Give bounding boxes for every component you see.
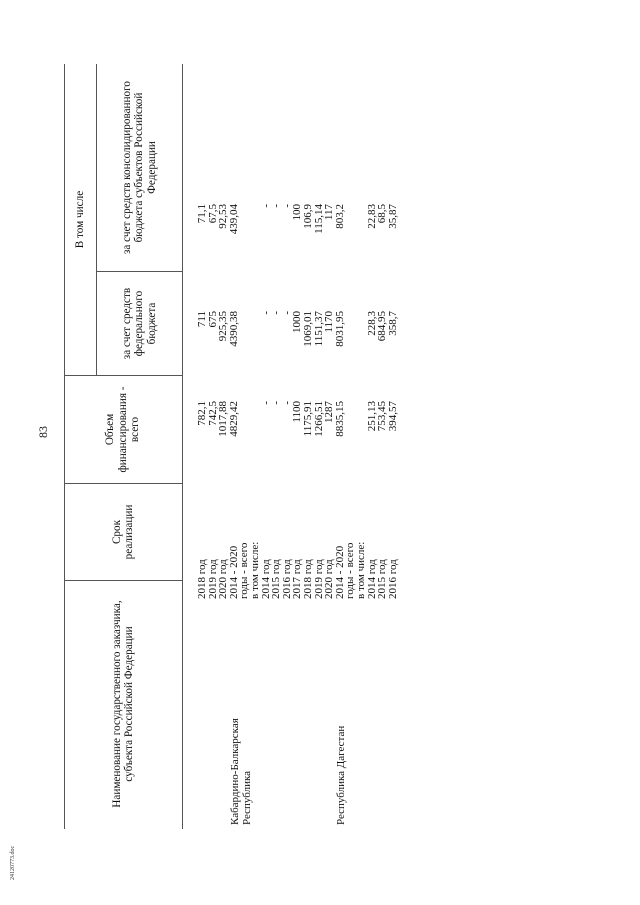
row-period: 2014 - 2020 <box>227 545 240 599</box>
header-total: Объем финансирования - всего <box>104 386 142 473</box>
row-federal: - <box>259 311 272 315</box>
row-total: 782,1 <box>196 401 208 426</box>
row-period: годы - всего <box>344 542 357 599</box>
row-regional: - <box>280 204 293 208</box>
header-including: В том числе <box>73 190 86 249</box>
row-federal: 358,7 <box>386 311 399 336</box>
row-regional: 68,5 <box>376 204 389 224</box>
header-bottom-border <box>182 64 183 829</box>
row-period: 2020 год <box>217 559 230 599</box>
row-federal: 1069,01 <box>302 311 314 347</box>
table-row <box>197 64 208 829</box>
row-regional: 803,2 <box>333 204 346 229</box>
row-period: годы - всего <box>238 542 251 599</box>
row-total: - <box>280 401 293 405</box>
table-row <box>335 64 346 829</box>
row-regional: 35,87 <box>386 204 399 229</box>
row-total: 1287 <box>323 401 336 423</box>
row-federal: 4390,38 <box>227 311 240 347</box>
row-period: 2018 год <box>196 559 208 599</box>
row-federal: 1000 <box>291 311 304 333</box>
row-federal: - <box>270 311 283 315</box>
row-total: 251,13 <box>365 401 378 432</box>
row-period: 2014 год <box>365 559 378 599</box>
row-period: 2017 год <box>291 559 304 599</box>
table-row <box>356 64 367 829</box>
table-row <box>261 64 272 829</box>
row-regional: 115,14 <box>312 204 325 234</box>
row-period: 2020 год <box>323 559 336 599</box>
row-regional: 22,83 <box>365 204 378 229</box>
row-period: 2014 год <box>259 559 272 599</box>
page-number: 83 <box>36 426 50 438</box>
table-row <box>282 64 293 829</box>
row-total: 753,45 <box>376 401 389 432</box>
row-period: 2016 год <box>280 559 293 599</box>
table-row <box>324 64 335 829</box>
table-row <box>218 64 229 829</box>
table-row <box>388 64 399 829</box>
table-row <box>303 64 314 829</box>
row-total: 742,5 <box>206 401 219 426</box>
row-regional: 117 <box>323 204 336 221</box>
row-period: в том числе: <box>249 541 261 599</box>
row-period: 2016 год <box>386 559 399 599</box>
table-row <box>367 64 378 829</box>
row-total: 1100 <box>291 401 304 423</box>
row-total: - <box>259 401 272 405</box>
header-divider-name <box>64 580 182 581</box>
row-regional: - <box>270 204 283 208</box>
header-period: Срок реализации <box>110 504 135 560</box>
row-period: в том числе: <box>355 541 367 599</box>
row-total: 1017,88 <box>217 401 230 437</box>
row-federal: 1170 <box>323 311 336 333</box>
financing-table <box>64 64 589 829</box>
table-row <box>377 64 388 829</box>
row-total: 4829,42 <box>227 401 240 437</box>
row-period: 2019 год <box>206 559 219 599</box>
row-federal: - <box>280 311 293 315</box>
row-name: Кабардино-Балкарская Республика <box>228 718 254 825</box>
table-row <box>345 64 356 829</box>
row-period: 2015 год <box>376 559 389 599</box>
row-total: 1175,91 <box>302 401 314 437</box>
row-regional: 106,9 <box>302 204 314 229</box>
row-period: 2015 год <box>270 559 283 599</box>
document-id: 24120773.doc <box>10 845 16 880</box>
row-federal: 711 <box>196 311 208 328</box>
row-regional: 67,5 <box>206 204 219 224</box>
row-total: - <box>270 401 283 405</box>
row-federal: 1151,37 <box>312 311 325 347</box>
header-regional: за счет средств консолидированного бюджета субъектов Российской Федерации <box>120 80 158 255</box>
table-row <box>292 64 303 829</box>
table-row <box>314 64 325 829</box>
row-period: 2014 - 2020 <box>333 545 346 599</box>
row-name: Республика Дагестан <box>334 725 347 825</box>
row-period: 2018 год <box>302 559 314 599</box>
row-federal: 228,3 <box>365 311 378 336</box>
row-federal: 8031,95 <box>333 311 346 347</box>
row-period: 2019 год <box>312 559 325 599</box>
row-federal: 684,95 <box>376 311 389 342</box>
row-total: 8835,15 <box>333 401 346 437</box>
table-row <box>250 64 261 829</box>
row-regional: - <box>259 204 272 208</box>
header-name: Наименование государственного заказчика, субъекта Российской Федерации <box>110 600 135 808</box>
row-federal: 925,35 <box>217 311 230 342</box>
row-total: 394,57 <box>386 401 399 432</box>
row-total: 1266,51 <box>312 401 325 437</box>
table-row <box>208 64 219 829</box>
row-regional: 71,1 <box>196 204 208 224</box>
row-regional: 439,04 <box>227 204 240 235</box>
table-row <box>239 64 250 829</box>
table-row <box>271 64 282 829</box>
row-regional: 92,53 <box>217 204 230 229</box>
header-federal: за счет средств федерального бюджета <box>120 287 158 360</box>
row-regional: 100 <box>291 204 304 221</box>
row-federal: 675 <box>206 311 219 328</box>
